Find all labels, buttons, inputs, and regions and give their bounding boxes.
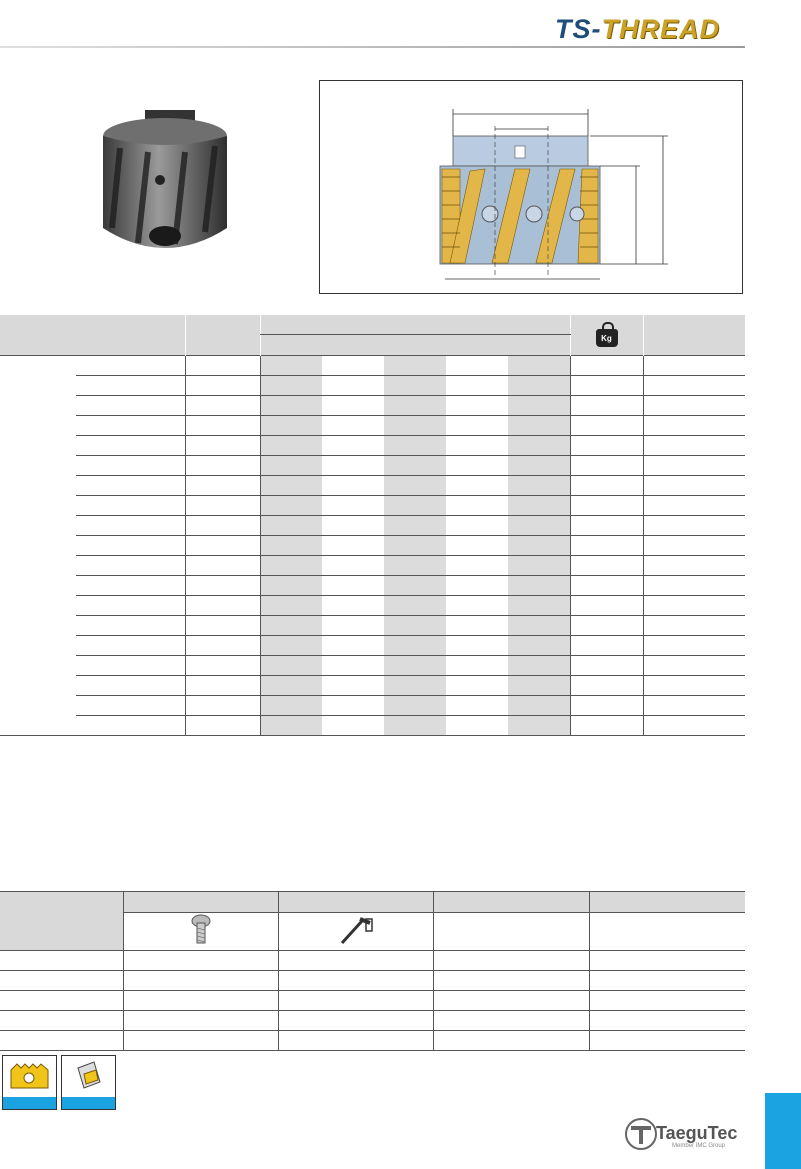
table-header-row bbox=[0, 315, 745, 335]
spare-parts-header-key bbox=[278, 892, 433, 913]
table-row bbox=[0, 991, 745, 1011]
product-photo bbox=[90, 108, 240, 268]
table-row bbox=[0, 436, 745, 456]
spare-parts-header-designation bbox=[0, 892, 123, 951]
insert-legend-icon bbox=[2, 1055, 57, 1110]
brand-logo-ts-thread bbox=[555, 14, 720, 45]
screw-icon-cell bbox=[123, 913, 278, 951]
section-side-tab bbox=[765, 1093, 801, 1169]
thread-insert-icon bbox=[3, 1056, 56, 1096]
table-row bbox=[0, 516, 745, 536]
taegutec-logo-subtext: Member IMC Group bbox=[672, 1143, 726, 1149]
header-last bbox=[643, 315, 745, 356]
table-row bbox=[0, 356, 745, 376]
table-row bbox=[0, 636, 745, 656]
brand-part2: THREAD bbox=[601, 14, 720, 44]
table-row bbox=[0, 676, 745, 696]
technical-drawing bbox=[320, 81, 744, 295]
legend-bar bbox=[62, 1097, 115, 1109]
catalog-page-icon bbox=[62, 1056, 115, 1096]
table-row bbox=[0, 576, 745, 596]
table-row bbox=[0, 556, 745, 576]
table-row bbox=[0, 376, 745, 396]
brand-part1: TS- bbox=[555, 14, 602, 44]
table-row bbox=[0, 476, 745, 496]
spare-parts-header-4 bbox=[589, 892, 745, 913]
table-row bbox=[0, 1011, 745, 1031]
spare-part-3-icon-cell bbox=[433, 913, 589, 951]
product-dimension-table bbox=[0, 315, 745, 736]
table-row bbox=[0, 951, 745, 971]
header-weight bbox=[570, 315, 643, 356]
spare-parts-header-3 bbox=[433, 892, 589, 913]
weight-icon: Kg bbox=[596, 329, 618, 347]
header-dimensions bbox=[260, 315, 570, 335]
legend-bar bbox=[3, 1097, 56, 1109]
header-divider bbox=[0, 46, 745, 48]
table-row bbox=[0, 656, 745, 676]
spare-parts-header-screw bbox=[123, 892, 278, 913]
taegutec-logo-icon bbox=[624, 1114, 658, 1152]
spare-part-4-icon-cell bbox=[589, 913, 745, 951]
torx-key-icon bbox=[336, 913, 376, 947]
spare-parts-table bbox=[0, 891, 745, 1051]
table-row bbox=[0, 396, 745, 416]
table-row bbox=[0, 971, 745, 991]
table-row bbox=[0, 536, 745, 556]
table-row bbox=[0, 1031, 745, 1051]
table-row bbox=[0, 696, 745, 716]
table-row bbox=[0, 416, 745, 436]
spare-parts-header-row bbox=[0, 892, 745, 913]
table-row bbox=[0, 596, 745, 616]
torx-key-icon-cell bbox=[278, 913, 433, 951]
header-designation bbox=[0, 315, 185, 356]
table-row bbox=[0, 456, 745, 476]
taegutec-logo-text: TaeguTec bbox=[656, 1123, 738, 1143]
screw-icon bbox=[186, 913, 216, 947]
table-row bbox=[0, 716, 745, 736]
header-col-2 bbox=[185, 315, 260, 356]
header-dimensions-sub bbox=[260, 335, 570, 356]
table-row bbox=[0, 496, 745, 516]
technical-drawing-frame bbox=[319, 80, 743, 294]
table-row bbox=[0, 616, 745, 636]
documentation-legend-icon bbox=[61, 1055, 116, 1110]
